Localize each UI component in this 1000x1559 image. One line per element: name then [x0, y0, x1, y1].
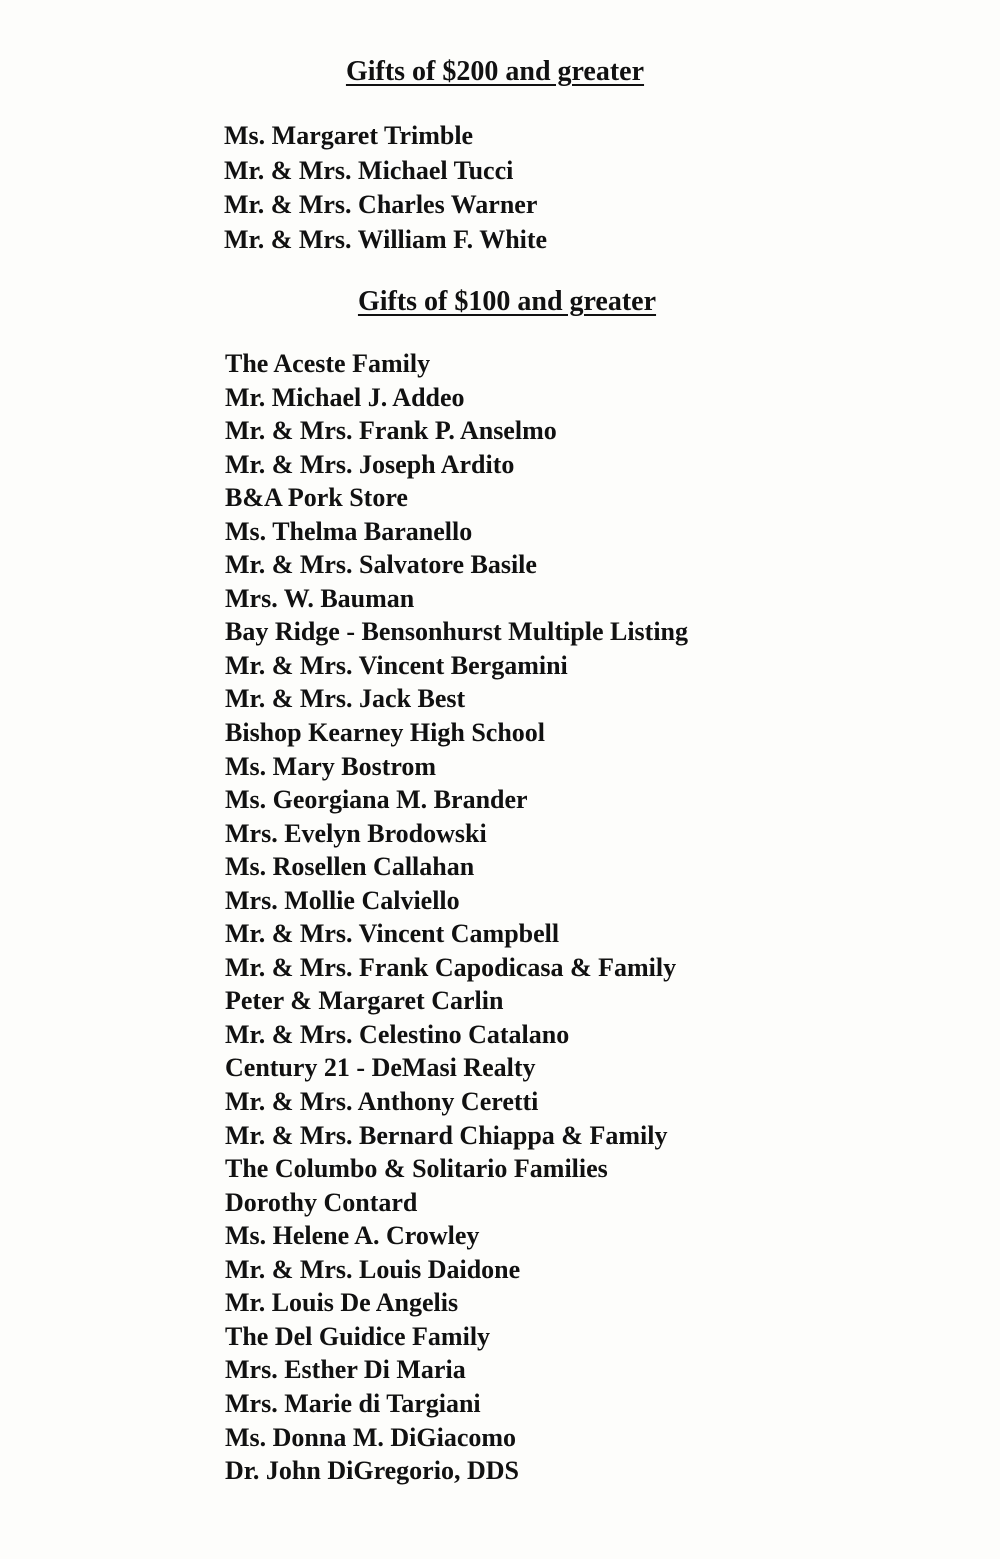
donor-entry: Mr. & Mrs. Salvatore Basile — [225, 550, 537, 580]
donor-entry: The Aceste Family — [225, 349, 431, 378]
donor-entry: Mr. & Mrs. Michael Tucci — [224, 155, 514, 185]
donor-list-100 — [225, 347, 688, 1488]
donor-entry: Mr. Louis De Angelis — [225, 1288, 459, 1318]
donor-entry: Mrs. Marie di Targiani — [225, 1388, 481, 1418]
donor-entry: Bay Ridge - Bensonhurst Multiple Listing — [225, 617, 689, 647]
donor-entry: Century 21 - DeMasi Realty — [225, 1053, 536, 1083]
donor-entry: Dr. John DiGregorio, DDS — [225, 1456, 519, 1486]
donor-entry: Mrs. Mollie Calviello — [225, 885, 460, 915]
donor-entry: Ms. Thelma Baranello — [225, 516, 473, 546]
donor-entry: Mr. & Mrs. Vincent Campbell — [225, 919, 560, 949]
donor-entry: Mr. & Mrs. Louis Daidone — [225, 1254, 521, 1284]
section-heading-200: Gifts of $200 and greater — [345, 56, 645, 87]
section-heading-100: Gifts of $100 and greater — [357, 286, 657, 317]
donor-entry: Mr. & Mrs. William F. White — [224, 224, 548, 254]
donor-entry: Mr. & Mrs. Bernard Chiappa & Family — [225, 1120, 668, 1150]
donor-entry: Ms. Helene A. Crowley — [225, 1221, 480, 1251]
donor-entry: The Columbo & Solitario Families — [225, 1154, 608, 1184]
donor-entry: Ms. Georgiana M. Brander — [225, 785, 528, 815]
donor-entry: Mr. & Mrs. Celestino Catalano — [225, 1019, 570, 1049]
donor-entry: Bishop Kearney High School — [225, 718, 545, 748]
donor-entry: Mr. & Mrs. Vincent Bergamini — [225, 650, 568, 680]
donor-entry: Ms. Rosellen Callahan — [225, 852, 475, 882]
donor-entry: Mr. & Mrs. Joseph Ardito — [225, 449, 515, 479]
donor-entry: Dorothy Contard — [225, 1187, 418, 1217]
donor-entry: Mrs. Evelyn Brodowski — [225, 818, 487, 848]
donor-entry: The Del Guidice Family — [225, 1321, 491, 1351]
donor-entry: Mrs. W. Bauman — [225, 583, 415, 613]
donor-entry: Mr. & Mrs. Frank P. Anselmo — [225, 416, 557, 446]
donor-entry: Mr. & Mrs. Frank Capodicasa & Family — [225, 952, 677, 982]
donor-entry: Ms. Mary Bostrom — [225, 751, 437, 781]
donor-entry: Mr. & Mrs. Jack Best — [225, 684, 466, 714]
donor-entry: Ms. Margaret Trimble — [224, 121, 474, 150]
donor-list-200 — [224, 119, 547, 257]
donor-entry: Mr. & Mrs. Charles Warner — [224, 190, 538, 219]
donor-entry: Mr. Michael J. Addeo — [225, 382, 465, 412]
donor-entry: Peter & Margaret Carlin — [225, 986, 504, 1016]
donor-entry: Mr. & Mrs. Anthony Ceretti — [225, 1087, 539, 1117]
donor-entry: B&A Pork Store — [225, 483, 408, 513]
donor-entry: Ms. Donna M. DiGiacomo — [225, 1422, 517, 1452]
donor-entry: Mrs. Esther Di Maria — [225, 1355, 466, 1385]
